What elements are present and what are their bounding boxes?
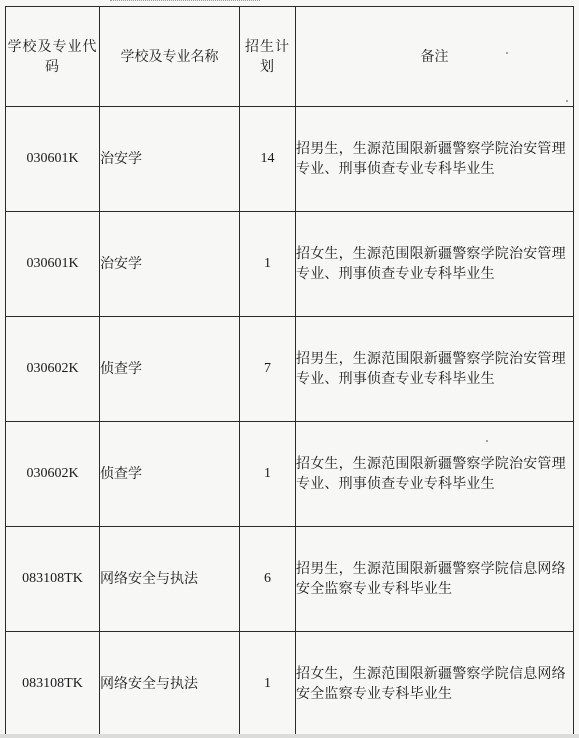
table-row (6, 422, 574, 527)
table-row (6, 107, 574, 212)
header-code: 学校及专业代码 (6, 7, 100, 107)
table-row (6, 632, 574, 737)
cell-plan: 7 (240, 317, 296, 422)
cell-plan: 6 (240, 527, 296, 632)
cell-note: 招男生，生源范围限新疆警察学院治安管理专业、刑事侦查专业专科毕业生 (296, 107, 574, 212)
header-plan: 招生计划 (240, 7, 296, 107)
cell-name: 侦查学 (100, 317, 240, 422)
table-header-row (6, 7, 574, 107)
cell-code: 083108TK (6, 527, 100, 632)
table-row (6, 212, 574, 317)
cell-name: 治安学 (100, 212, 240, 317)
cell-code: 030601K (6, 107, 100, 212)
table-row (6, 317, 574, 422)
cell-code: 030602K (6, 317, 100, 422)
cell-plan: 1 (240, 632, 296, 737)
cell-name: 网络安全与执法 (100, 527, 240, 632)
cell-plan: 1 (240, 422, 296, 527)
cell-code: 083108TK (6, 632, 100, 737)
cell-plan: 1 (240, 212, 296, 317)
scan-speck (486, 440, 488, 442)
cell-name: 侦查学 (100, 422, 240, 527)
cell-code: 030601K (6, 212, 100, 317)
scan-speck (506, 52, 508, 54)
table-row (6, 527, 574, 632)
cell-code: 030602K (6, 422, 100, 527)
cell-name: 治安学 (100, 107, 240, 212)
page-top-edge-mark (110, 0, 260, 4)
cell-note: 招男生，生源范围限新疆警察学院治安管理专业、刑事侦查专业专科毕业生 (296, 317, 574, 422)
cell-name: 网络安全与执法 (100, 632, 240, 737)
cell-note: 招女生，生源范围限新疆警察学院治安管理专业、刑事侦查专业专科毕业生 (296, 422, 574, 527)
header-note: 备注 (296, 7, 574, 107)
header-name: 学校及专业名称 (100, 7, 240, 107)
cell-plan: 14 (240, 107, 296, 212)
cell-note: 招女生，生源范围限新疆警察学院治安管理专业、刑事侦查专业专科毕业生 (296, 212, 574, 317)
cell-note: 招女生，生源范围限新疆警察学院信息网络安全监察专业专科毕业生 (296, 632, 574, 737)
cell-note: 招男生，生源范围限新疆警察学院信息网络安全监察专业专科毕业生 (296, 527, 574, 632)
page-bottom-edge (0, 734, 579, 738)
scan-speck (566, 100, 568, 102)
admission-plan-table (5, 6, 574, 737)
